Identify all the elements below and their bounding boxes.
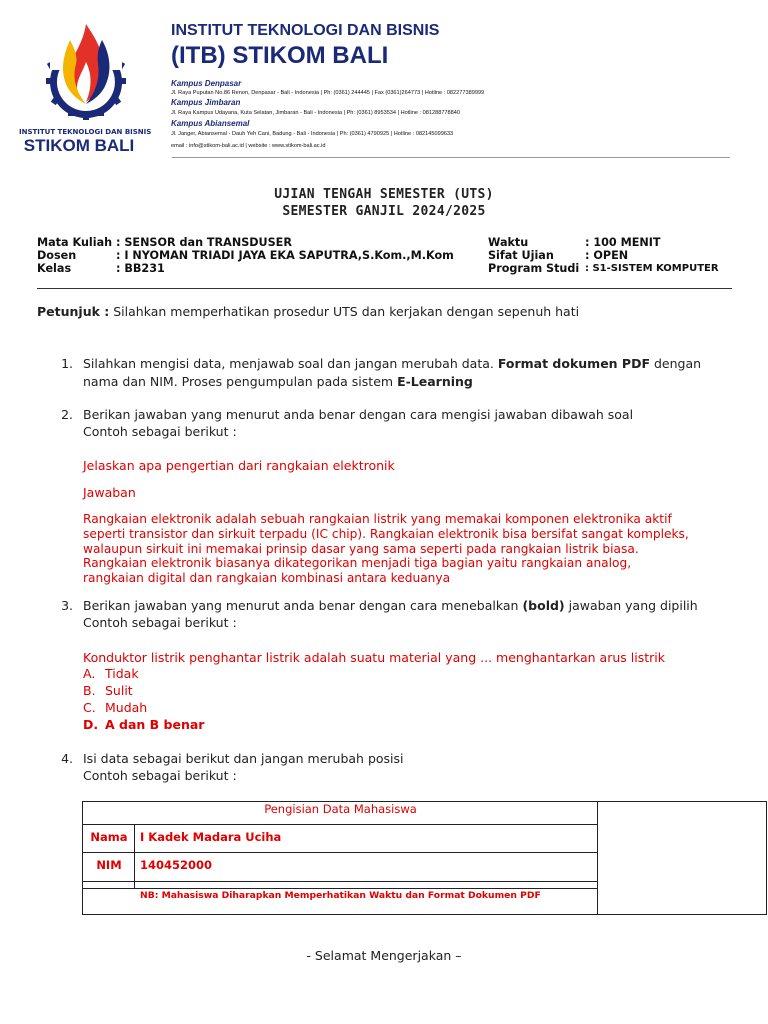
example-2-answer-line-5: rangkaian digital dan rangkaian kombinasi antara keduanya — [83, 571, 451, 585]
item-1-text-d: nama dan NIM. Proses pengumpulan pada sistem — [83, 374, 394, 389]
form-name-label: Nama — [90, 830, 128, 844]
item-1-number: 1. — [61, 356, 73, 371]
header-divider — [172, 157, 730, 158]
option-c-text: Mudah — [105, 700, 148, 715]
exam-semester: SEMESTER GANJIL 2024/2025 — [282, 204, 486, 219]
item-1-text-c: dengan — [650, 356, 702, 371]
campus-name-abiansemal: Kampus Abiansemal — [171, 119, 250, 128]
example-2-answer-label: Jawaban — [83, 485, 136, 500]
form-name-value: I Kadek Madara Uciha — [140, 830, 282, 844]
item-4-line-2: Contoh sebagai berikut : — [83, 768, 237, 783]
lecturer-label: Dosen — [37, 249, 77, 262]
form-nim-label: NIM — [96, 858, 122, 872]
option-d-text: A dan B benar — [105, 717, 205, 732]
stikom-bali-logo — [40, 22, 132, 122]
example-2-answer-line-4: Rangkaian elektronik biasanya dikategorikan menjadi tiga bagian yaitu rangkaian analog, — [83, 556, 632, 570]
instructions-text: Silahkan memperhatikan prosedur UTS dan kerjakan dengan sepenuh hati — [109, 304, 580, 319]
campus-address-abiansemal: Jl. Janger, Abiansemal - Dauh Yeh Cani, Badung - Bali - Indonesia | Ph: (0361) 4790925 | Hotline : 082145099633 — [171, 131, 454, 137]
option-a — [83, 666, 139, 681]
example-2-answer-line-3: walaupun sirkuit ini memakai prinsip dasar yang sama seperti pada rangkaian listrik biasa. — [83, 542, 639, 556]
item-1-bold-elearning: E-Learning — [397, 374, 473, 389]
program-value: : S1-SISTEM KOMPUTER — [585, 263, 719, 274]
campus-name-denpasar: Kampus Denpasar — [171, 79, 242, 88]
course-value: : SENSOR dan TRANSDUSER — [116, 236, 292, 249]
item-3-line-2: Contoh sebagai berikut : — [83, 615, 237, 630]
meta-divider — [37, 288, 732, 289]
lecturer-value: : I NYOMAN TRIADI JAYA EKA SAPUTRA,S.Kom.,M.Kom — [116, 249, 454, 262]
item-3-number: 3. — [61, 598, 73, 613]
item-1-text-a: Silahkan mengisi data, menjawab soal dan jangan merubah data. — [83, 356, 494, 371]
class-label: Kelas — [37, 262, 72, 275]
exam-type-value: : OPEN — [585, 249, 629, 262]
instructions-label: Petunjuk : — [37, 304, 110, 319]
closing-message: - Selamat Mengerjakan – — [306, 948, 462, 963]
campus-name-jimbaran: Kampus Jimbaran — [171, 98, 241, 107]
item-2-number: 2. — [61, 407, 73, 422]
logo-caption-bottom: STIKOM BALI — [23, 136, 135, 155]
class-value: : BB231 — [116, 262, 165, 275]
item-3-bold: (bold) — [522, 598, 565, 613]
contact-line: email : info@stikom-bali.ac.id | website : www.stikom-bali.ac.id — [171, 143, 326, 149]
item-1-line-2 — [83, 374, 473, 389]
option-c — [83, 700, 147, 715]
form-nim-value: 140452000 — [140, 858, 213, 872]
option-d-letter: D. — [83, 717, 99, 732]
option-c-letter: C. — [83, 700, 96, 715]
option-d-selected — [83, 717, 204, 732]
option-a-letter: A. — [83, 666, 96, 681]
item-3-line-1 — [83, 598, 698, 613]
institution-name: INSTITUT TEKNOLOGI DAN BISNIS — [171, 22, 440, 39]
institution-short-name: (ITB) STIKOM BALI — [171, 42, 389, 69]
program-label: Program Studi — [488, 262, 580, 275]
item-1-bold-pdf: Format dokumen PDF — [497, 356, 650, 371]
exam-title: UJIAN TENGAH SEMESTER (UTS) — [274, 187, 494, 202]
example-3-question: Konduktor listrik penghantar listrik adalah suatu material yang ... menghantarkan arus listrik — [83, 650, 665, 665]
course-label: Mata Kuliah — [37, 236, 113, 249]
option-b-letter: B. — [83, 683, 96, 698]
item-4-number: 4. — [61, 751, 73, 766]
option-b-text: Sulit — [105, 683, 133, 698]
exam-type-label: Sifat Ujian — [488, 249, 554, 262]
item-2-line-2: Contoh sebagai berikut : — [83, 424, 237, 439]
example-2-question: Jelaskan apa pengertian dari rangkaian elektronik — [83, 458, 395, 473]
logo-caption-top: INSTITUT TEKNOLOGI DAN BISNIS — [19, 128, 152, 136]
time-value: : 100 MENIT — [585, 236, 661, 249]
item-2-line-1: Berikan jawaban yang menurut anda benar dengan cara mengisi jawaban dibawah soal — [83, 407, 634, 422]
campus-address-jimbaran: Jl. Raya Kampus Udayana, Kuta Selatan, Jimbaran - Bali - Indonesia | Ph: (0361) 8953534 | Hotline : 081288778840 — [171, 110, 460, 116]
form-note: NB: Mahasiswa Diharapkan Memperhatikan Waktu dan Format Dokumen PDF — [140, 890, 541, 901]
option-b — [83, 683, 133, 698]
form-title: Pengisian Data Mahasiswa — [264, 802, 417, 816]
item-1-line-1 — [83, 356, 701, 371]
time-label: Waktu — [488, 236, 529, 249]
item-3-text-c: jawaban yang dipilih — [564, 598, 698, 613]
item-3-text-a: Berikan jawaban yang menurut anda benar dengan cara menebalkan — [83, 598, 519, 613]
item-4-line-1: Isi data sebagai berikut dan jangan merubah posisi — [83, 751, 404, 766]
campus-address-denpasar: Jl. Raya Puputan No.86 Renon, Denpasar - Bali - Indonesia | Ph: (0361) 244445 | Fax (0361)264773 | Hotline : 082277389999 — [171, 90, 485, 96]
example-2-answer-line-1: Rangkaian elektronik adalah sebuah rangkaian listrik yang memakai komponen elektronika aktif — [83, 512, 672, 526]
instructions — [37, 304, 579, 319]
example-2-answer-line-2: seperti transistor dan sirkuit terpadu (IC chip). Rangkaian elektronik bisa bersifat sangat kompleks, — [83, 527, 689, 541]
option-a-text: Tidak — [105, 666, 139, 681]
